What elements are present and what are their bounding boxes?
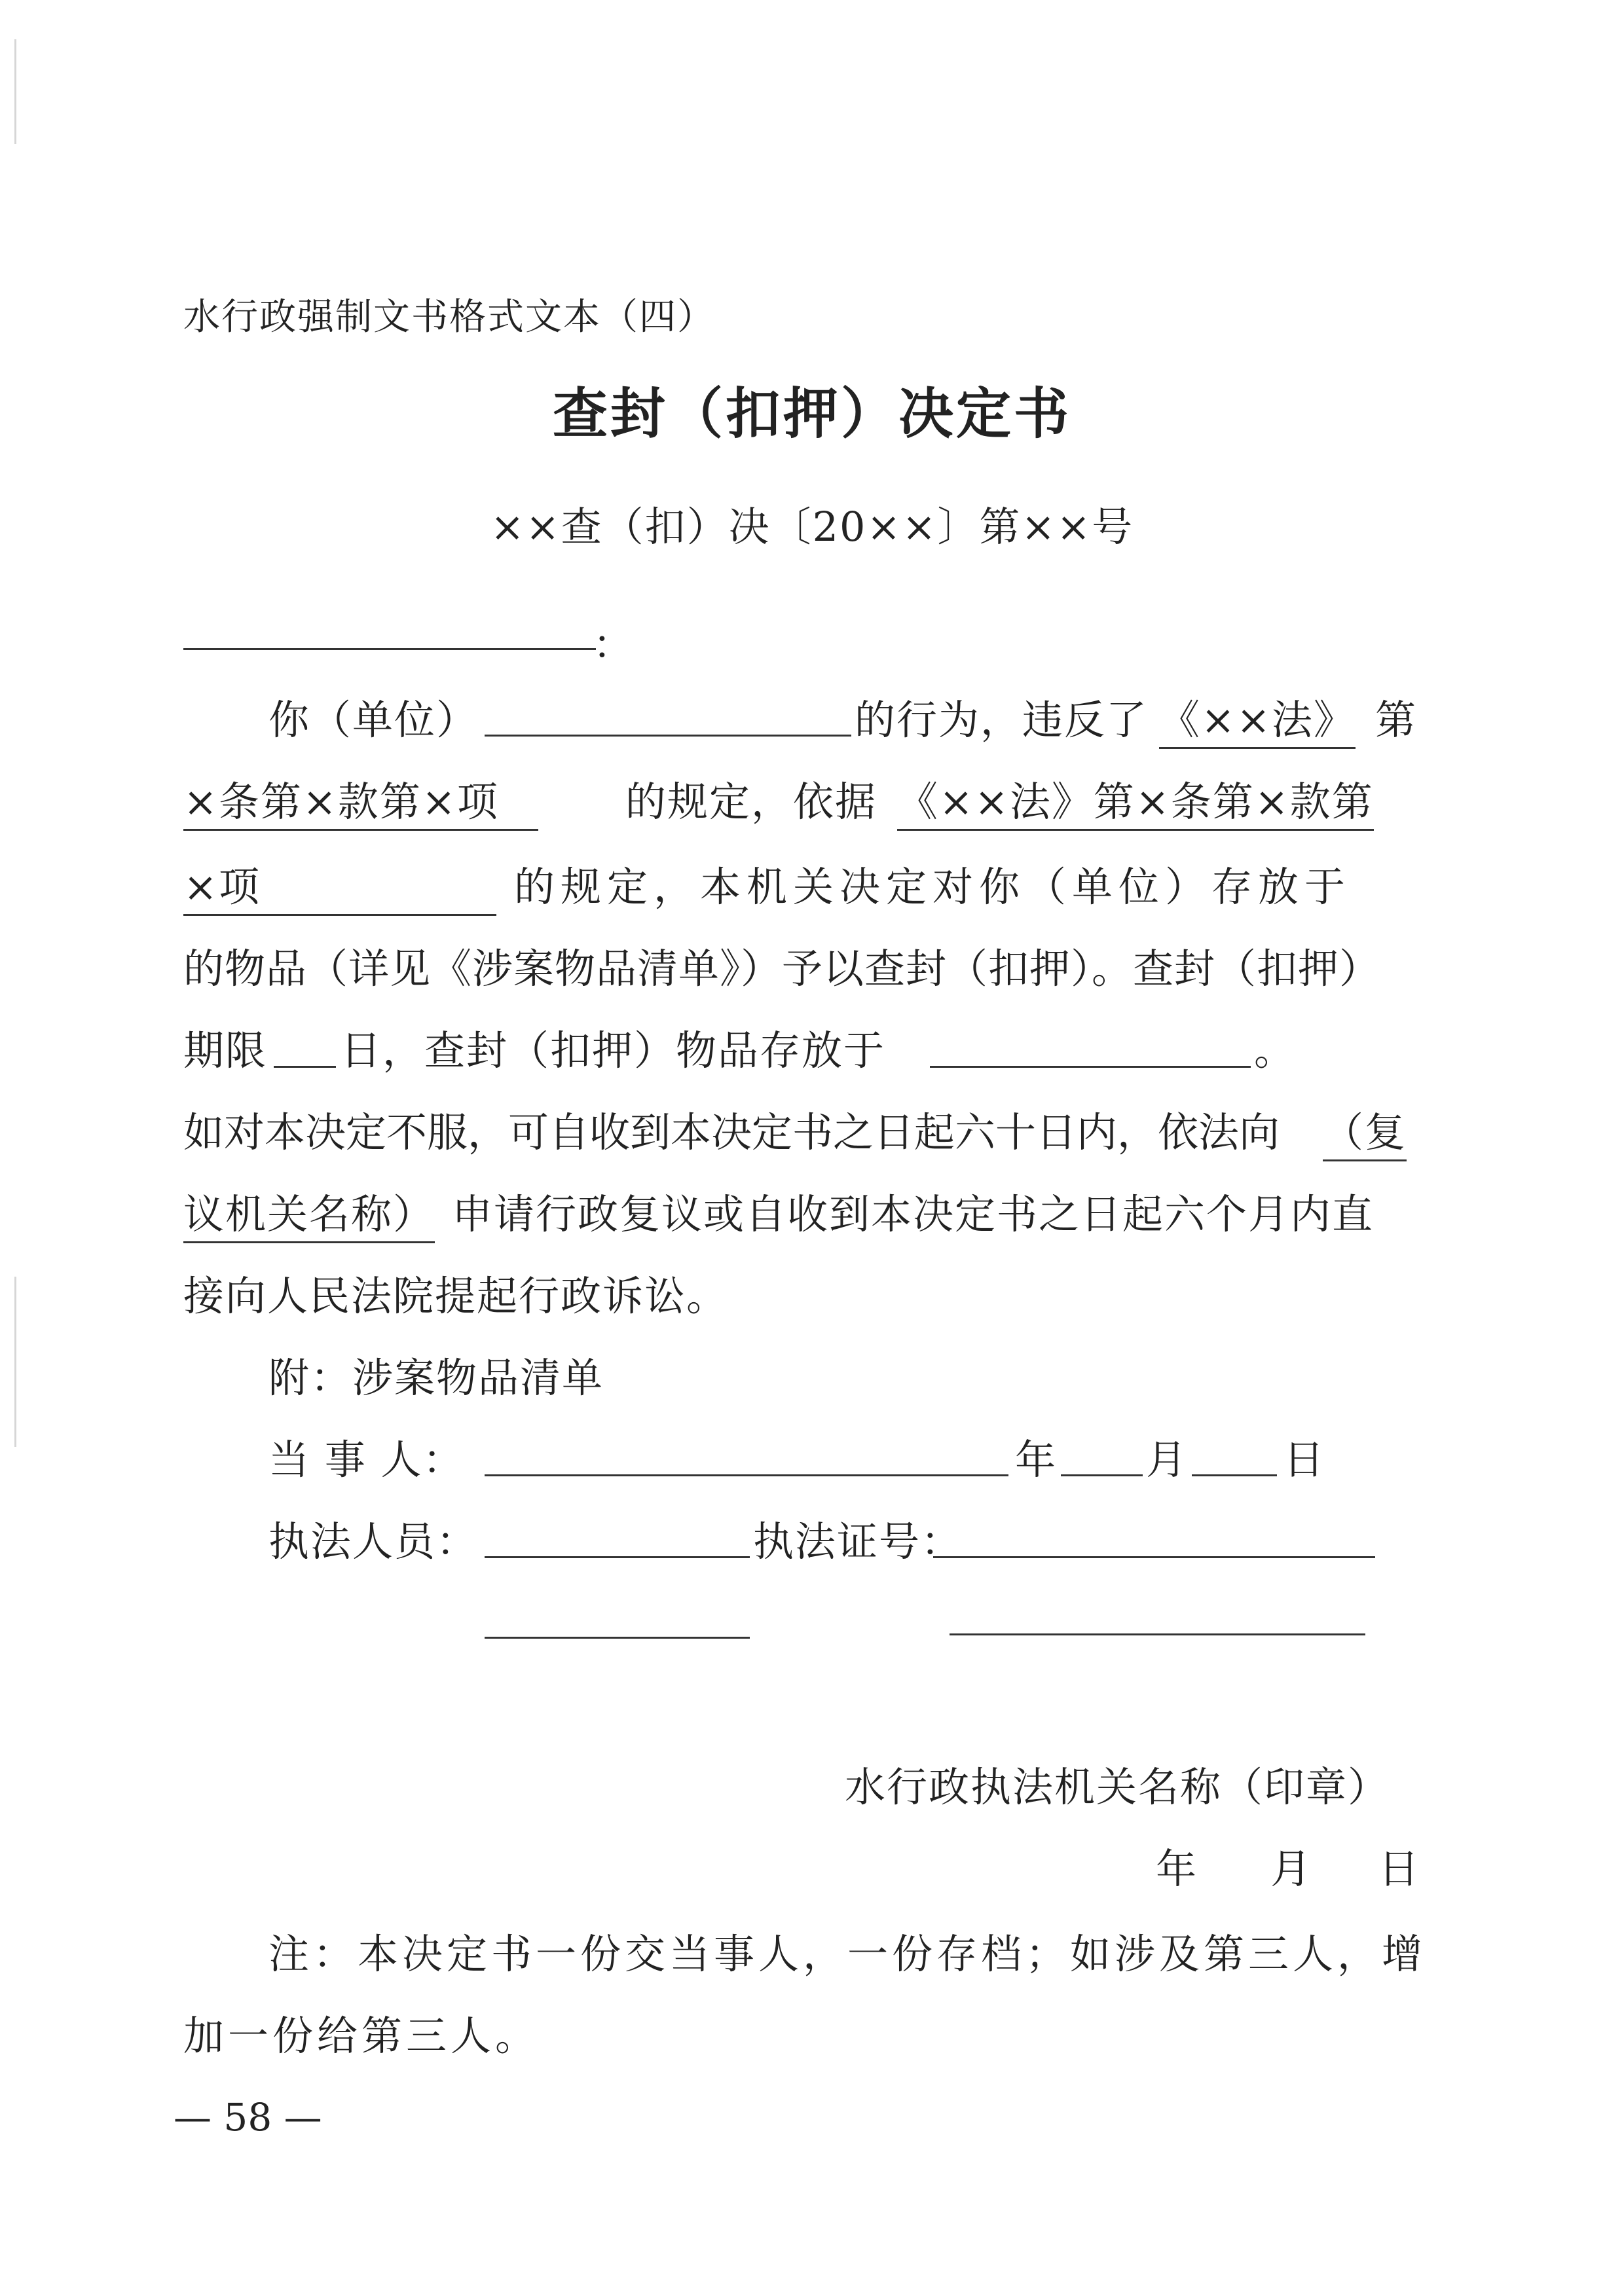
body-line-4-text: 的物品（详见《涉案物品清单》）予以查封（扣押）。查封（扣押） (183, 945, 1381, 993)
body-line-6-text: 如对本决定不服，可自收到本决定书之日起六十日内，依法向 (183, 1108, 1280, 1156)
document-form-label: 水行政强制文书格式文本（四） (183, 296, 715, 338)
addressee-colon: ： (593, 621, 635, 668)
page-number: — 58 — (174, 2095, 322, 2140)
issuing-authority: 水行政执法机关名称（印章） (845, 1763, 1390, 1811)
document-title: 查封（扣押）决定书 (552, 381, 1071, 446)
note-line-2: 加一份给第三人。 (183, 2012, 540, 2060)
party-signature-blank[interactable] (485, 1474, 1008, 1476)
conduct-blank[interactable] (485, 735, 851, 737)
issue-day-label: 日 (1378, 1845, 1421, 1893)
issue-month-label: 月 (1270, 1845, 1313, 1893)
party-day-blank[interactable] (1192, 1474, 1277, 1476)
body-line-1-text: 的行为，违反了 (855, 696, 1149, 744)
body-line-1-label: 你（单位） (268, 696, 479, 744)
body-line-7-text: 申请行政复议或自收到本决定书之日起六个月内直 (452, 1190, 1375, 1238)
certificate-number-blank-1[interactable] (933, 1556, 1375, 1558)
body-line-3-text: 的规定，本机关决定对你（单位）存放于 (514, 863, 1352, 911)
certificate-number-label: 执法证号： (753, 1518, 963, 1565)
seizure-days-blank[interactable] (274, 1066, 336, 1068)
note-line-1: 注：本决定书一份交当事人，一份存档；如涉及第三人，增 (268, 1930, 1427, 1978)
body-line-8-text: 接向人民法院提起行政诉讼。 (183, 1272, 729, 1320)
officer-name-blank-2[interactable] (485, 1637, 750, 1639)
basis-item-field: ×项 (183, 854, 496, 916)
basis-law-field: 《××法》第×条第×款第 (897, 769, 1374, 831)
storage-location-blank[interactable] (930, 1066, 1251, 1068)
body-line-5-text: 日，查封（扣押）物品存放于 (341, 1027, 886, 1074)
certificate-number-blank-2[interactable] (950, 1633, 1365, 1635)
party-month-blank[interactable] (1061, 1474, 1143, 1476)
scan-edge-mark (14, 39, 16, 144)
scan-edge-mark (14, 1277, 16, 1447)
violated-law-field: 《××法》 (1159, 687, 1356, 749)
attachment-label: 附：涉案物品清单 (268, 1354, 604, 1402)
officer-name-blank-1[interactable] (485, 1556, 750, 1558)
officer-label: 执法人员： (268, 1518, 479, 1565)
document-number: ××查（扣）决〔20××〕第××号 (490, 503, 1134, 551)
body-line-1-end: 第 (1375, 696, 1418, 744)
party-day-label: 日 (1283, 1436, 1326, 1484)
body-line-5-label: 期限 (183, 1027, 268, 1074)
review-authority-field-end: 议机关名称） (183, 1182, 435, 1243)
issue-year-label: 年 (1156, 1845, 1198, 1893)
body-line-5-end: 。 (1254, 1027, 1297, 1074)
addressee-blank[interactable] (183, 648, 596, 650)
violated-article-field: ×条第×款第×项 (183, 769, 538, 831)
party-year-label: 年 (1015, 1436, 1058, 1484)
body-line-2-text: 的规定，依据 (625, 778, 877, 826)
party-month-label: 月 (1146, 1436, 1189, 1484)
review-authority-field-start: （复 (1323, 1100, 1407, 1161)
party-label: 当 事 人： (268, 1436, 465, 1484)
